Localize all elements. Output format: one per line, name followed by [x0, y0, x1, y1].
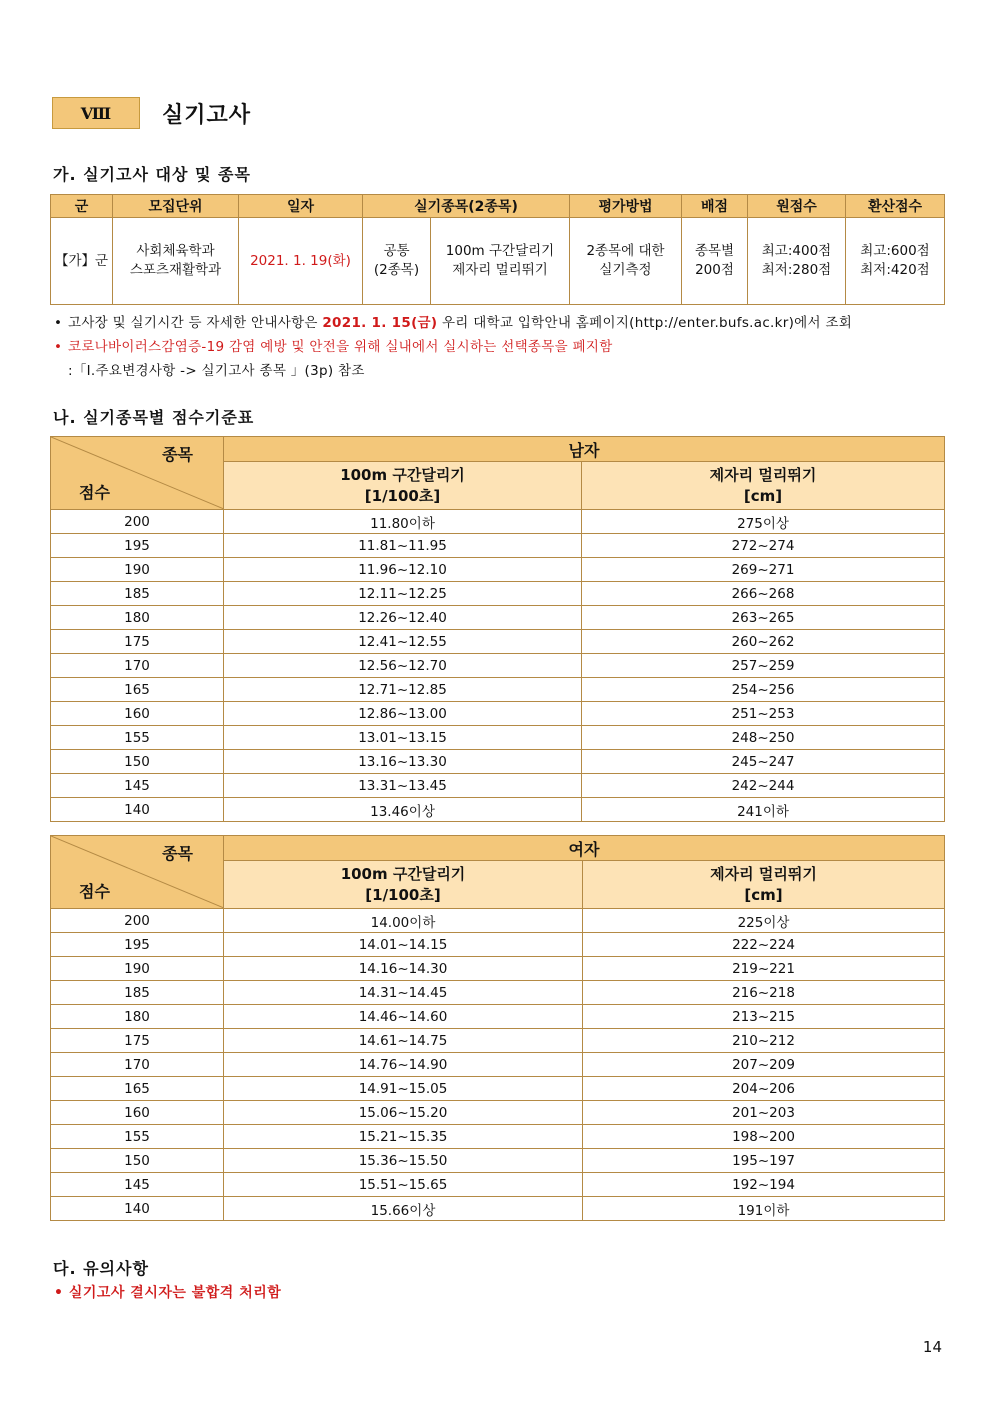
score-cell: 175	[51, 1029, 224, 1053]
col-unit: [cm]	[744, 885, 783, 904]
header-events: 실기종목(2종목)	[363, 195, 570, 218]
points-text: 200점	[695, 262, 734, 278]
diagonal-line	[51, 437, 224, 509]
raw-max: 최고:400점	[761, 243, 832, 259]
cell-converted	[846, 218, 945, 305]
sprint-cell: 13.01~13.15	[224, 726, 582, 750]
score-cell: 175	[51, 630, 224, 654]
jump-cell: 245~247	[582, 750, 945, 774]
table-row	[51, 678, 945, 702]
header-group: 군	[51, 195, 113, 218]
score-cell: 190	[51, 957, 224, 981]
sprint-cell: 11.80이하	[224, 510, 582, 534]
cell-points	[682, 218, 748, 305]
score-cell: 160	[51, 1101, 224, 1125]
bullet: •	[54, 315, 63, 331]
table-row	[51, 558, 945, 582]
jump-cell: 219~221	[583, 957, 945, 981]
col-title: 제자리 멀리뛰기	[710, 864, 817, 883]
table-row	[51, 1005, 945, 1029]
col-title: 100m 구간달리기	[340, 864, 466, 883]
jump-cell: 257~259	[582, 654, 945, 678]
unit-name: 사회체육학과	[136, 243, 215, 259]
header-raw: 원점수	[748, 195, 846, 218]
cell-date: 2021. 1. 19(화)	[239, 218, 363, 305]
jump-cell: 195~197	[583, 1149, 945, 1173]
exam-table-row	[51, 218, 945, 305]
table-row	[51, 981, 945, 1005]
score-cell: 170	[51, 1053, 224, 1077]
col-sprint-header	[224, 462, 582, 510]
notes-list	[54, 311, 852, 383]
col-jump-header	[583, 861, 945, 909]
sprint-cell: 11.81~11.95	[224, 534, 582, 558]
table-row	[51, 1173, 945, 1197]
table-row	[51, 1101, 945, 1125]
subheading-c: 다. 유의사항	[53, 1259, 149, 1278]
method-text: 실기측정	[599, 262, 652, 278]
jump-cell: 248~250	[582, 726, 945, 750]
sprint-cell: 12.26~12.40	[224, 606, 582, 630]
exam-table-header-row	[51, 195, 945, 218]
table-row	[51, 1077, 945, 1101]
table-row	[51, 630, 945, 654]
sprint-cell: 12.11~12.25	[224, 582, 582, 606]
sprint-cell: 15.66이상	[224, 1197, 583, 1221]
table-row	[51, 510, 945, 534]
table-row	[51, 774, 945, 798]
header-unit: 모집단위	[113, 195, 239, 218]
jump-cell: 213~215	[583, 1005, 945, 1029]
score-cell: 195	[51, 933, 224, 957]
note-text: 우리 대학교 입학안내 홈페이지(http://enter.bufs.ac.kr)에서 조회	[437, 315, 853, 331]
score-cell: 190	[51, 558, 224, 582]
sprint-cell: 12.41~12.55	[224, 630, 582, 654]
cell-group: 【가】군	[51, 218, 113, 305]
col-title: 제자리 멀리뛰기	[709, 465, 817, 484]
table-row	[51, 909, 945, 933]
sprint-cell: 14.61~14.75	[224, 1029, 583, 1053]
section-heading	[52, 97, 251, 129]
cell-raw	[748, 218, 846, 305]
section-title: 실기고사	[162, 102, 252, 128]
note-reference: :「Ⅰ.주요변경사항 -> 실기고사 종목 」(3p) 참조	[68, 363, 365, 379]
jump-cell: 254~256	[582, 678, 945, 702]
table-row	[51, 933, 945, 957]
col-jump-header	[582, 462, 945, 510]
jump-cell: 263~265	[582, 606, 945, 630]
jump-cell: 272~274	[582, 534, 945, 558]
jump-cell: 207~209	[583, 1053, 945, 1077]
exam-overview-table	[50, 194, 945, 305]
jump-cell: 260~262	[582, 630, 945, 654]
score-cell: 140	[51, 798, 224, 822]
header-converted: 환산점수	[846, 195, 945, 218]
points-text: 종목별	[694, 243, 735, 259]
score-cell: 200	[51, 510, 224, 534]
sprint-cell: 15.06~15.20	[224, 1101, 583, 1125]
note-item	[54, 335, 852, 359]
event-name: 100m 구간달리기	[445, 243, 555, 259]
diagonal-line	[51, 836, 224, 908]
sprint-cell: 15.51~15.65	[224, 1173, 583, 1197]
sprint-cell: 14.01~14.15	[224, 933, 583, 957]
table-row	[51, 606, 945, 630]
score-cell: 180	[51, 606, 224, 630]
jump-cell: 225이상	[583, 909, 945, 933]
score-cell: 150	[51, 750, 224, 774]
jump-cell: 251~253	[582, 702, 945, 726]
sprint-cell: 13.31~13.45	[224, 774, 582, 798]
jump-cell: 191이하	[583, 1197, 945, 1221]
female-score-table	[50, 835, 945, 1221]
page-number: 14	[922, 1338, 942, 1356]
note-text: 고사장 및 실기시간 등 자세한 안내사항은	[68, 315, 323, 331]
col-unit: [1/100초]	[365, 885, 441, 904]
event-label: 종목	[162, 445, 193, 464]
method-text: 2종목에 대한	[586, 243, 665, 259]
score-cell: 180	[51, 1005, 224, 1029]
sprint-cell: 12.86~13.00	[224, 702, 582, 726]
jump-cell: 242~244	[582, 774, 945, 798]
section-number-badge: Ⅷ	[52, 97, 140, 129]
bullet: •	[54, 339, 63, 355]
jump-cell: 198~200	[583, 1125, 945, 1149]
sprint-cell: 12.71~12.85	[224, 678, 582, 702]
jump-cell: 201~203	[583, 1101, 945, 1125]
note-item	[54, 359, 852, 383]
sprint-cell: 14.16~14.30	[224, 957, 583, 981]
gender-header: 여자	[224, 836, 945, 861]
sprint-cell: 14.00이하	[224, 909, 583, 933]
sprint-cell: 14.31~14.45	[224, 981, 583, 1005]
cell-events	[431, 218, 570, 305]
score-cell: 195	[51, 534, 224, 558]
cell-method	[570, 218, 682, 305]
caution-note: • 실기고사 결시자는 불합격 처리함	[54, 1285, 282, 1301]
sprint-cell: 12.56~12.70	[224, 654, 582, 678]
gender-header: 남자	[224, 437, 945, 462]
common-label: 공통	[383, 243, 410, 259]
score-cell: 160	[51, 702, 224, 726]
cell-units	[113, 218, 239, 305]
table-row	[51, 1197, 945, 1221]
jump-cell: 222~224	[583, 933, 945, 957]
score-cell: 200	[51, 909, 224, 933]
table-row	[51, 798, 945, 822]
score-label: 점수	[79, 882, 110, 901]
table-row	[51, 582, 945, 606]
jump-cell: 269~271	[582, 558, 945, 582]
score-cell: 165	[51, 1077, 224, 1101]
score-cell: 145	[51, 1173, 224, 1197]
note-item	[54, 311, 852, 335]
jump-cell: 266~268	[582, 582, 945, 606]
jump-cell: 275이상	[582, 510, 945, 534]
sprint-cell: 15.21~15.35	[224, 1125, 583, 1149]
jump-cell: 192~194	[583, 1173, 945, 1197]
subheading-a: 가. 실기고사 대상 및 종목	[53, 165, 251, 184]
score-cell: 170	[51, 654, 224, 678]
table-row	[51, 534, 945, 558]
score-cell: 185	[51, 582, 224, 606]
jump-cell: 216~218	[583, 981, 945, 1005]
score-cell: 145	[51, 774, 224, 798]
table-row	[51, 750, 945, 774]
table-row	[51, 1125, 945, 1149]
col-unit: [1/100초]	[364, 486, 441, 505]
jump-cell: 241이하	[582, 798, 945, 822]
col-title: 100m 구간달리기	[340, 465, 465, 484]
header-points: 배점	[682, 195, 748, 218]
cell-common	[363, 218, 431, 305]
subheading-b: 나. 실기종목별 점수기준표	[53, 408, 255, 427]
score-cell: 140	[51, 1197, 224, 1221]
note-text: 코로나바이러스감염증-19 감염 예방 및 안전을 위해 실내에서 실시하는 선택종목을 폐지함	[68, 339, 613, 355]
event-name: 제자리 멀리뛰기	[452, 262, 548, 278]
diagonal-header	[51, 437, 224, 510]
score-cell: 155	[51, 726, 224, 750]
sprint-cell: 14.46~14.60	[224, 1005, 583, 1029]
sprint-cell: 11.96~12.10	[224, 558, 582, 582]
common-count: (2종목)	[373, 262, 420, 278]
converted-min: 최저:420점	[860, 262, 930, 278]
jump-cell: 210~212	[583, 1029, 945, 1053]
unit-name: 스포츠재활학과	[129, 262, 222, 278]
score-cell: 185	[51, 981, 224, 1005]
table-row	[51, 1029, 945, 1053]
sprint-cell: 14.76~14.90	[224, 1053, 583, 1077]
table-row	[51, 654, 945, 678]
diagonal-header	[51, 836, 224, 909]
table-row	[51, 1053, 945, 1077]
table-row	[51, 726, 945, 750]
table-row	[51, 702, 945, 726]
note-date: 2021. 1. 15(금)	[322, 315, 438, 331]
table-row	[51, 1149, 945, 1173]
score-cell: 165	[51, 678, 224, 702]
jump-cell: 204~206	[583, 1077, 945, 1101]
score-cell: 150	[51, 1149, 224, 1173]
sprint-cell: 15.36~15.50	[224, 1149, 583, 1173]
male-score-table	[50, 436, 945, 822]
sprint-cell: 13.16~13.30	[224, 750, 582, 774]
score-label: 점수	[79, 483, 110, 502]
table-row	[51, 957, 945, 981]
col-unit: [cm]	[743, 486, 783, 505]
sprint-cell: 13.46이상	[224, 798, 582, 822]
sprint-cell: 14.91~15.05	[224, 1077, 583, 1101]
event-label: 종목	[162, 844, 193, 863]
raw-min: 최저:280점	[761, 262, 832, 278]
score-cell: 155	[51, 1125, 224, 1149]
header-method: 평가방법	[570, 195, 682, 218]
converted-max: 최고:600점	[860, 243, 930, 259]
col-sprint-header	[224, 861, 583, 909]
header-date: 일자	[239, 195, 363, 218]
